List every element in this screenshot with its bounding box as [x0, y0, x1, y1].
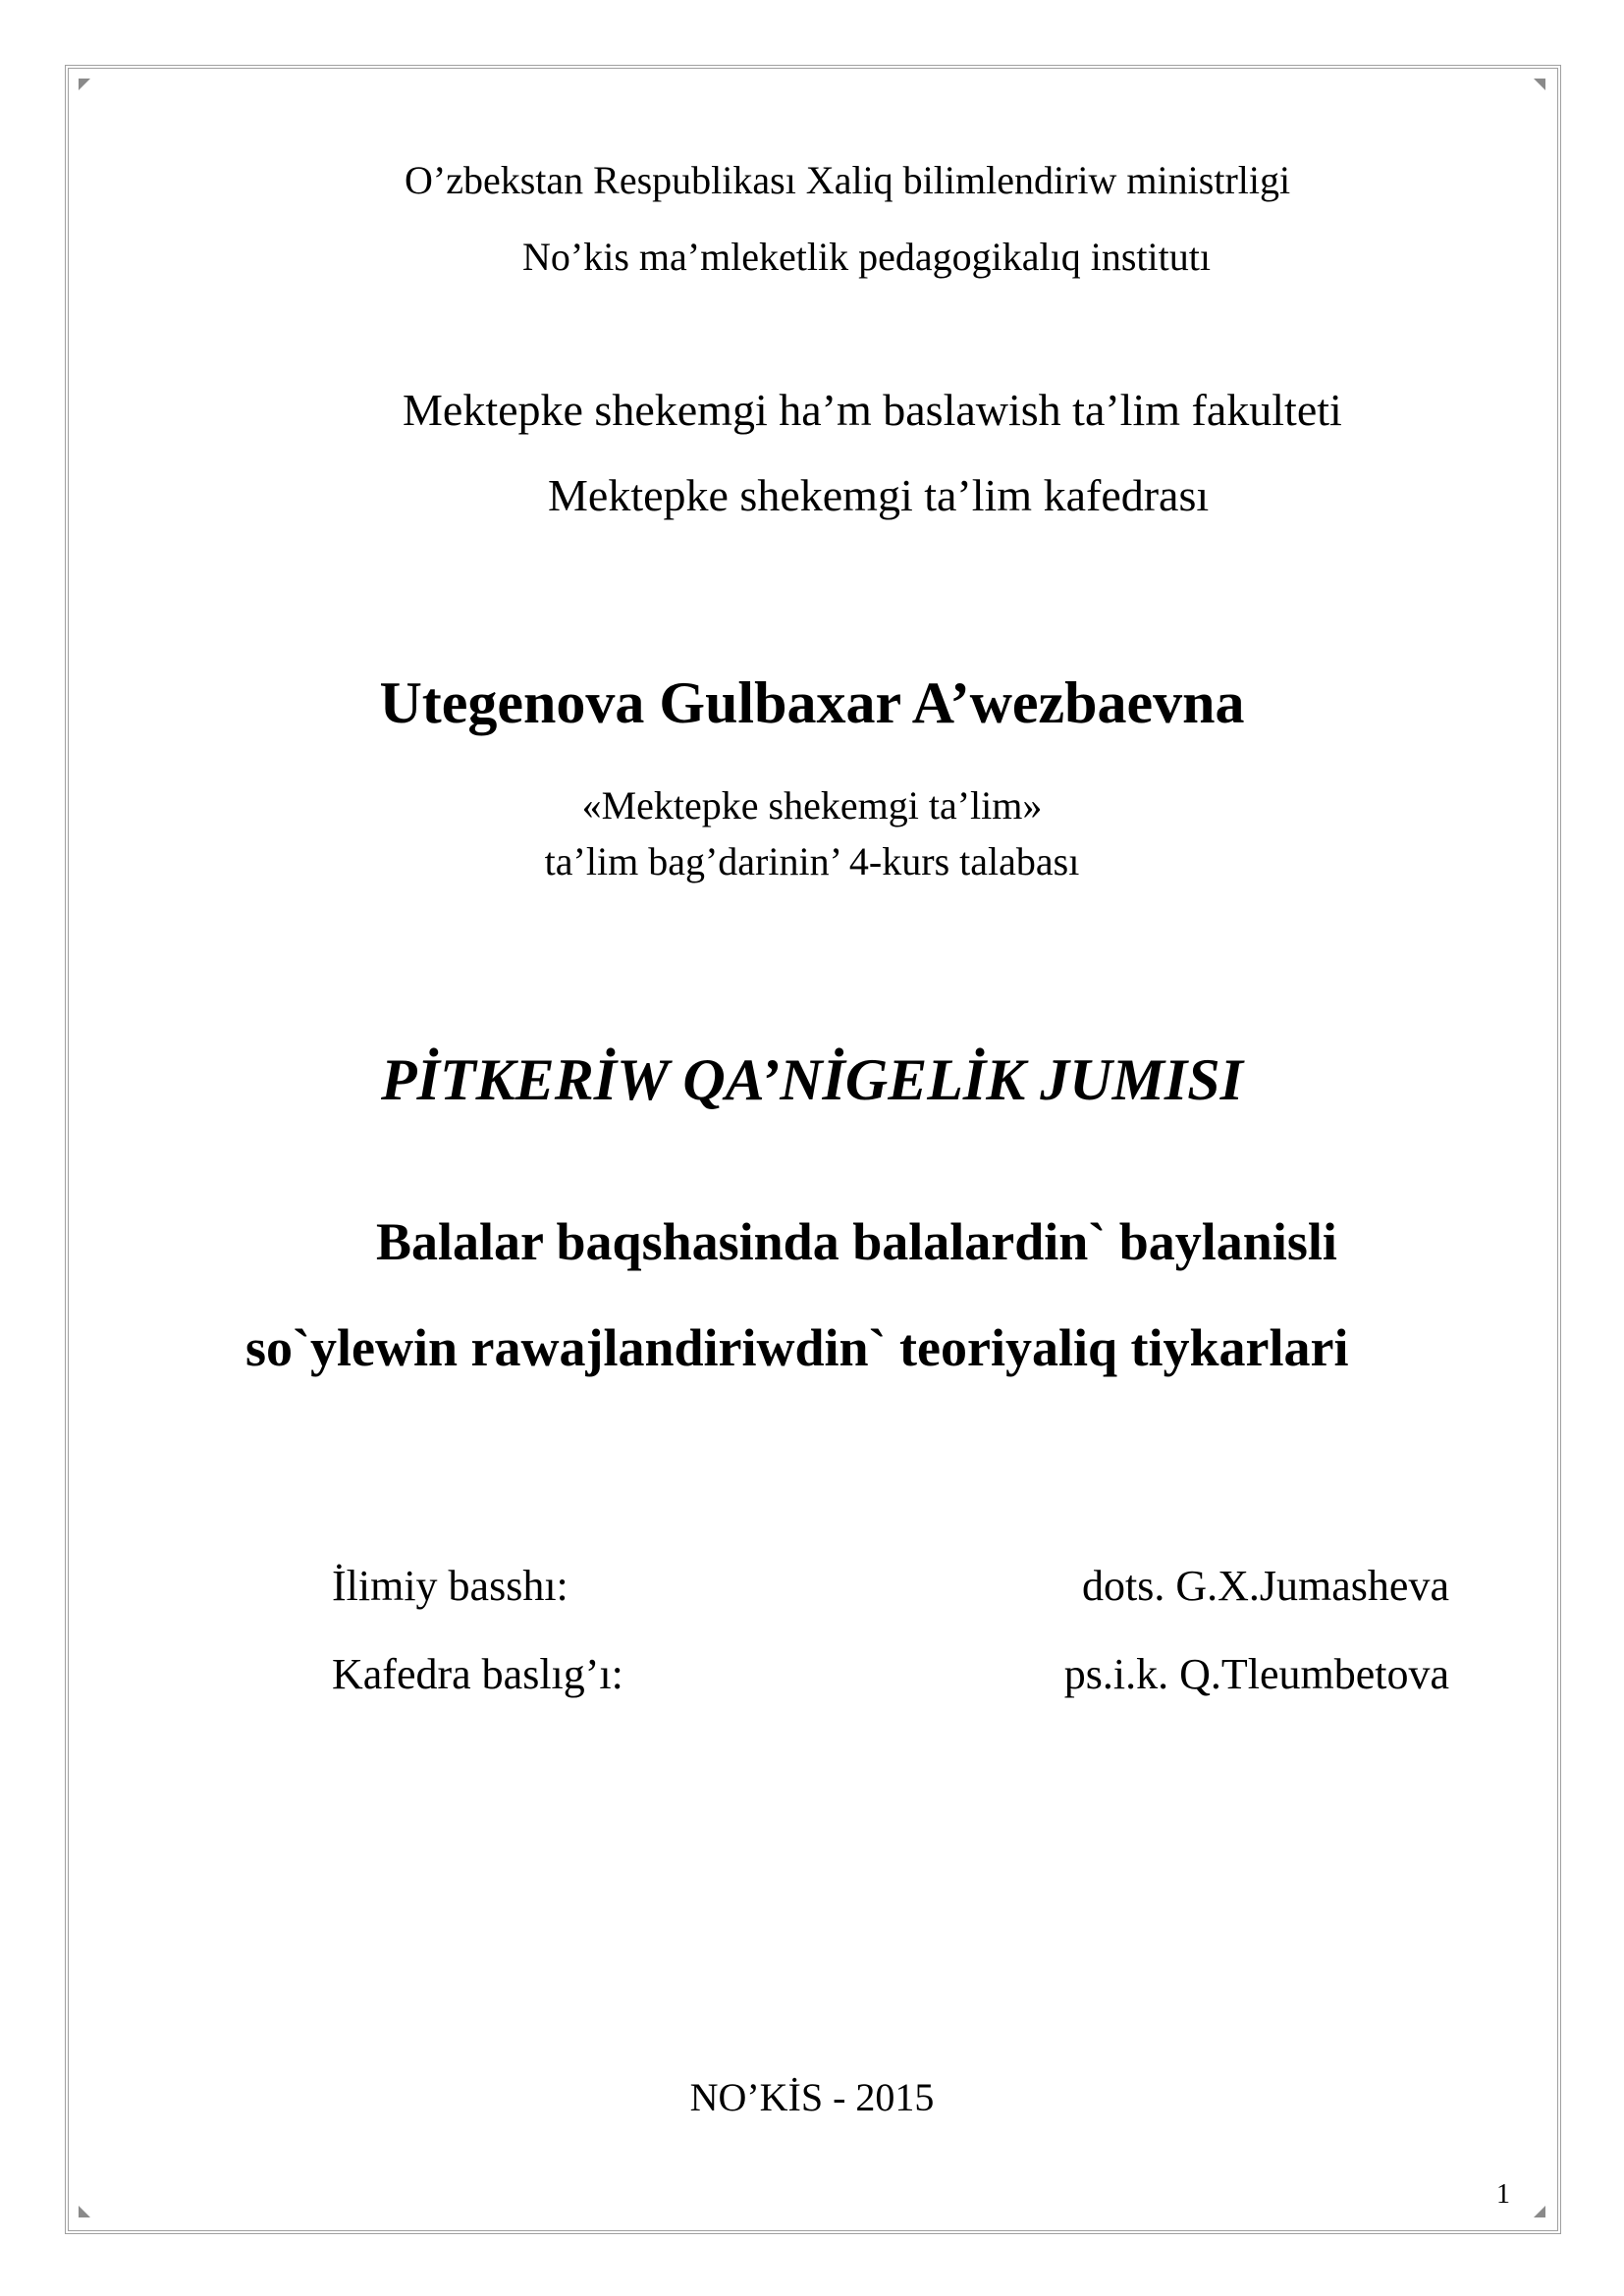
department-name: Mektepke shekemgi ta’lim kafedrası [548, 470, 1210, 520]
corner-ornament-top-right [1534, 79, 1545, 90]
thesis-title-line-1: Balalar baqshasinda balalardin` baylanisli [376, 1212, 1337, 1271]
corner-ornament-bottom-left [79, 2206, 90, 2217]
supervisor-role: İlimiy basshı: [332, 1562, 568, 1610]
institute-name: No’kis ma’mleketlik pedagogikalıq institutı [522, 235, 1211, 279]
work-type-heading: PİTKERİW QA’NİGELİK JUMISI [381, 1047, 1243, 1112]
faculty-name: Mektepke shekemgi ha’m baslawish ta’lim fakulteti [403, 385, 1342, 435]
place-and-year: NO’KİS - 2015 [689, 2075, 935, 2119]
page-number: 1 [1496, 2179, 1510, 2210]
thesis-title-line-2: so`ylewin rawajlandiriwdin` teoriyaliq tiykarlari [245, 1318, 1349, 1377]
corner-ornament-top-left [79, 79, 90, 90]
student-name: Utegenova Gulbaxar A’wezbaevna [379, 670, 1245, 735]
ministry-name: O’zbekstan Respublikası Xaliq bilimlendiriw ministrligi [405, 158, 1291, 202]
student-course: ta’lim bag’darinin’ 4-kurs talabası [544, 839, 1080, 883]
corner-ornament-bottom-right [1534, 2206, 1545, 2217]
supervisor-name: dots. G.X.Jumasheva [1082, 1562, 1449, 1610]
department-head-role: Kafedra baslıg’ı: [332, 1650, 623, 1698]
department-head-name: ps.i.k. Q.Tleumbetova [1063, 1650, 1449, 1698]
student-program: «Mektepke shekemgi ta’lim» [581, 783, 1043, 828]
